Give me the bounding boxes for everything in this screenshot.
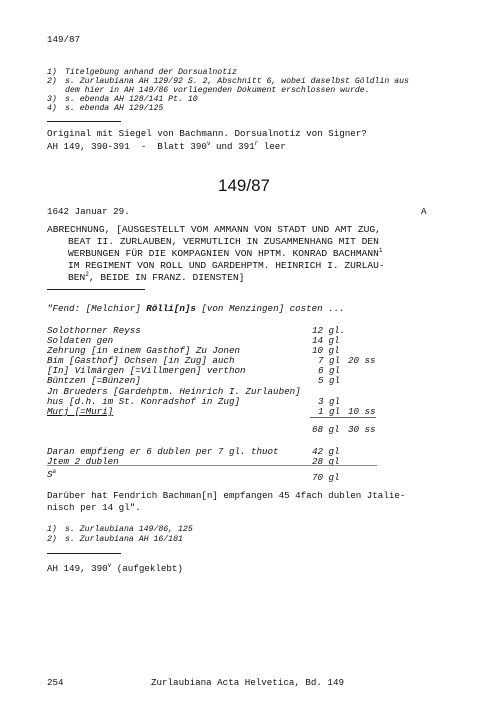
item-label: Jn Brueders [Gardehptm. Heinrich I. Zurlauben] xyxy=(47,386,301,397)
footnote-text: s. ebenda AH 128/141 Pt. 10 xyxy=(65,95,198,104)
footnote-number: 4) xyxy=(47,104,57,113)
footnote-text: s. Zurlaubiana 149/86, 125 xyxy=(65,525,193,534)
item-gulden: 10 gl xyxy=(312,345,340,356)
footnote-divider xyxy=(47,121,121,122)
archive-reference: AH 149, 390$^v$ (aufgeklebt) xyxy=(47,561,183,574)
closing-line: Darüber hat Fendrich Bachman[n] empfangen 45 4fach dublen Jtalie- xyxy=(47,490,406,501)
running-head-ref: 149/87 xyxy=(47,34,81,45)
title-divider xyxy=(47,289,145,290)
running-footer-title: Zurlaubiana Acta Helvetica, Bd. 149 xyxy=(151,677,344,688)
footnote-text: s. ebenda AH 129/125 xyxy=(65,104,164,113)
document-type-letter: A xyxy=(421,206,427,217)
sum-rule xyxy=(47,465,377,466)
item-gulden: 5 gl xyxy=(318,375,341,386)
footnote-text: s. Zurlaubiana AH 129/92 S. 2, Abschnitt 6, wobei daselbst Göldlin aus xyxy=(65,77,409,86)
deduction-label: Jtem 2 dublen xyxy=(47,456,119,467)
closing-line: nisch per 14 gl". xyxy=(47,502,141,513)
item-gulden: 12 gl. xyxy=(312,325,346,336)
footnote-number: 2) xyxy=(47,535,57,544)
item-schilling: 20 ss xyxy=(348,355,376,366)
item-label: Murj [=Muri] xyxy=(47,406,114,417)
item-label: [In] Vilmärgen [=Villmergen] verthon xyxy=(47,365,246,376)
document-number: 149/87 xyxy=(218,176,270,195)
source-note-archive: AH 149, 390-391 - Blatt 390$^v$ und 391$^r$ leer xyxy=(47,139,286,152)
deduction-label: Daran empfieng er 6 dublen per 7 gl. thuot xyxy=(47,446,279,457)
title-line: BEAT II. ZURLAUBEN, VERMUTLICH IN ZUSAMMENHANG MIT DEN xyxy=(68,236,379,247)
footnote-number: 2) xyxy=(47,77,57,86)
footnote-number: 1) xyxy=(47,68,57,77)
sum-gulden: 70 gl xyxy=(312,472,340,483)
footnote-divider xyxy=(47,553,121,554)
subtotal-schilling: 30 ss xyxy=(348,424,376,435)
footnote-text: Titelgebung anhand der Dorsualnotiz xyxy=(65,68,237,77)
document-date: 1642 Januar 29. xyxy=(47,206,130,217)
deduction-gulden: 28 gl xyxy=(312,456,340,467)
item-gulden: 1 gl xyxy=(318,406,341,417)
subtotal-gulden: 68 gl xyxy=(312,424,340,435)
footnote-text: dem hier in AH 149/86 vorliegenden Dokument erschlossen wurde. xyxy=(65,86,370,95)
subtotal-rule xyxy=(310,417,376,418)
opening-line: "Fend: [Melchior] Rölli[n]s [von Menzingen] costen ... xyxy=(47,303,345,314)
item-label: Büntzen [=Bünzen] xyxy=(47,375,141,386)
item-label: Solothorner Reyss xyxy=(47,325,141,336)
source-note-line: Original mit Siegel von Bachmann. Dorsualnotiz von Signer? xyxy=(47,128,367,139)
item-label: Zehrung [in einem Gasthof] Zu Jonen xyxy=(47,345,240,356)
item-gulden: 7 gl xyxy=(318,355,341,366)
title-line: IM REGIMENT VON ROLL UND GARDEHPTM. HEINRICH I. ZURLAU- xyxy=(68,260,385,271)
item-gulden: 3 gl xyxy=(318,396,341,407)
title-line: ABRECHNUNG, [AUSGESTELLT VOM AMMANN VON STADT UND AMT ZUG, xyxy=(47,224,381,235)
deduction-gulden: 42 gl xyxy=(312,446,340,457)
footnote-text: s. Zurlaubiana AH 16/181 xyxy=(65,535,183,544)
item-gulden: 14 gl xyxy=(312,335,340,346)
sum-label: $S^a$ xyxy=(47,467,57,480)
item-label: Bim [Gasthof] Ochsen [in Zug] auch xyxy=(47,355,235,366)
title-line: BEN$^2$, BEIDE IN FRANZ. DIENSTEN] xyxy=(68,270,245,283)
footnote-number: 3) xyxy=(47,95,57,104)
item-label: Soldaten gen xyxy=(47,335,114,346)
page-number: 254 xyxy=(47,677,64,688)
footnote-number: 1) xyxy=(47,525,57,534)
item-gulden: 6 gl xyxy=(318,365,341,376)
title-line: WERBUNGEN FÜR DIE KOMPAGNIEN VON HPTM. KONRAD BACHMANN$^1$ xyxy=(68,246,383,259)
item-schilling: 10 ss xyxy=(348,406,376,417)
item-label: hus [d.h. im St. Konradshof in Zug] xyxy=(47,396,240,407)
